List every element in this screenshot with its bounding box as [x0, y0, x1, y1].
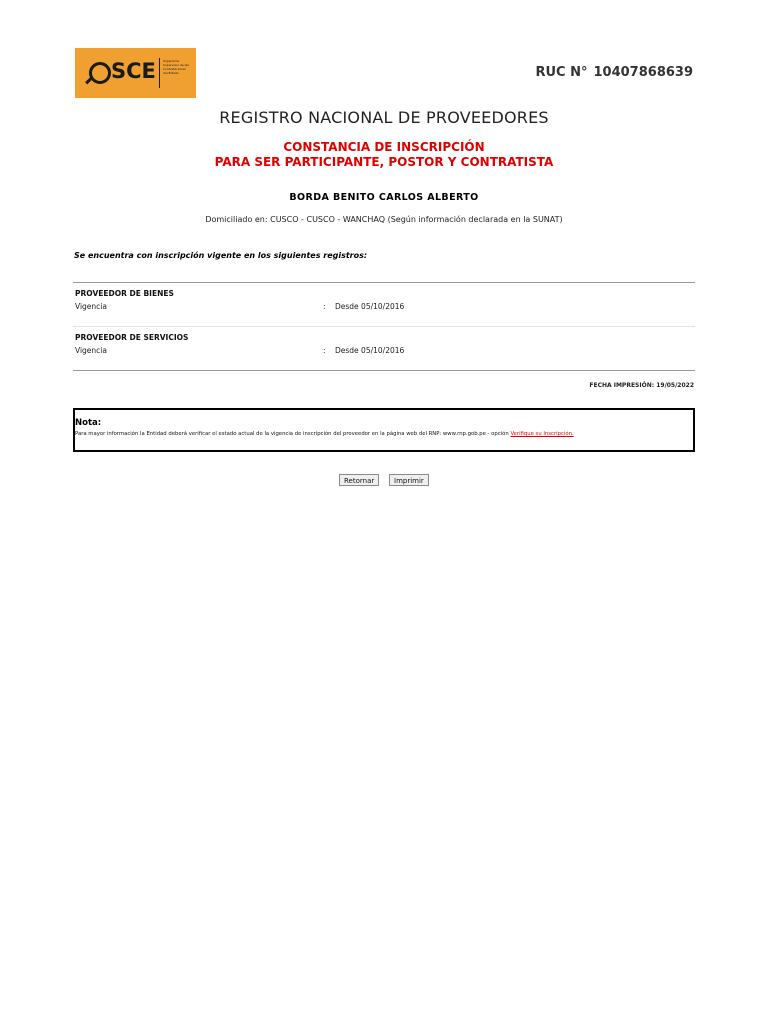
nota-box	[73, 408, 695, 452]
ruc-label: RUC N°	[535, 65, 588, 80]
nota-title: Nota:	[75, 418, 102, 428]
logo-text: SCE	[111, 59, 156, 83]
fecha-impresion: FECHA IMPRESIÓN: 19/05/2022	[589, 382, 694, 389]
subtitle-line-2: PARA SER PARTICIPANTE, POSTOR Y CONTRATISTA	[214, 155, 554, 169]
divider	[73, 282, 695, 283]
logo-subtext-line: del Estado	[163, 71, 179, 75]
domicilio-text: Domiciliado en: CUSCO - CUSCO - WANCHAQ (Según información declarada en la SUNAT)	[205, 215, 563, 224]
ruc-number: 10407868639	[593, 65, 693, 80]
document-subtitle	[0, 140, 768, 170]
subtitle-line-1: CONSTANCIA DE INSCRIPCIÓN	[283, 140, 485, 154]
registro-label-servicios: PROVEEDOR DE SERVICIOS	[75, 333, 189, 342]
nota-body: Para mayor información la Entidad deberá verificar el estado actual de la vigencia de inscripción del proveedor en la página web del RNP: www.rnp.gob.pe - opción	[75, 431, 511, 437]
row-divider	[73, 326, 695, 327]
imprimir-button[interactable]: Imprimir	[389, 474, 429, 486]
vigencia-value: Desde 05/10/2016	[335, 302, 405, 311]
colon: :	[323, 346, 326, 355]
divider	[73, 370, 695, 371]
vigencia-label: Vigencia	[75, 302, 107, 311]
registro-label-bienes: PROVEEDOR DE BIENES	[75, 289, 174, 298]
osce-logo	[75, 48, 196, 98]
colon: :	[323, 302, 326, 311]
logo-divider	[159, 58, 160, 88]
vigente-heading: Se encuentra con inscripción vigente en los siguientes registros:	[74, 251, 368, 260]
logo-subtext-line: Supervisor de las	[163, 63, 189, 67]
page-title: REGISTRO NACIONAL DE PROVEEDORES	[219, 108, 549, 127]
logo-subtext-line: Organismo	[163, 59, 180, 63]
nota-text	[75, 431, 574, 437]
verifique-inscripcion-link[interactable]: Verifique su Inscripción.	[510, 431, 574, 437]
logo-subtext-line: Contrataciones	[163, 67, 186, 71]
vigencia-value: Desde 05/10/2016	[335, 346, 405, 355]
magnifier-icon	[89, 62, 111, 84]
retornar-button[interactable]: Retornar	[339, 474, 379, 486]
ruc	[535, 65, 693, 80]
provider-name: BORDA BENITO CARLOS ALBERTO	[289, 192, 479, 203]
logo-subtext	[163, 59, 195, 75]
vigencia-label: Vigencia	[75, 346, 107, 355]
